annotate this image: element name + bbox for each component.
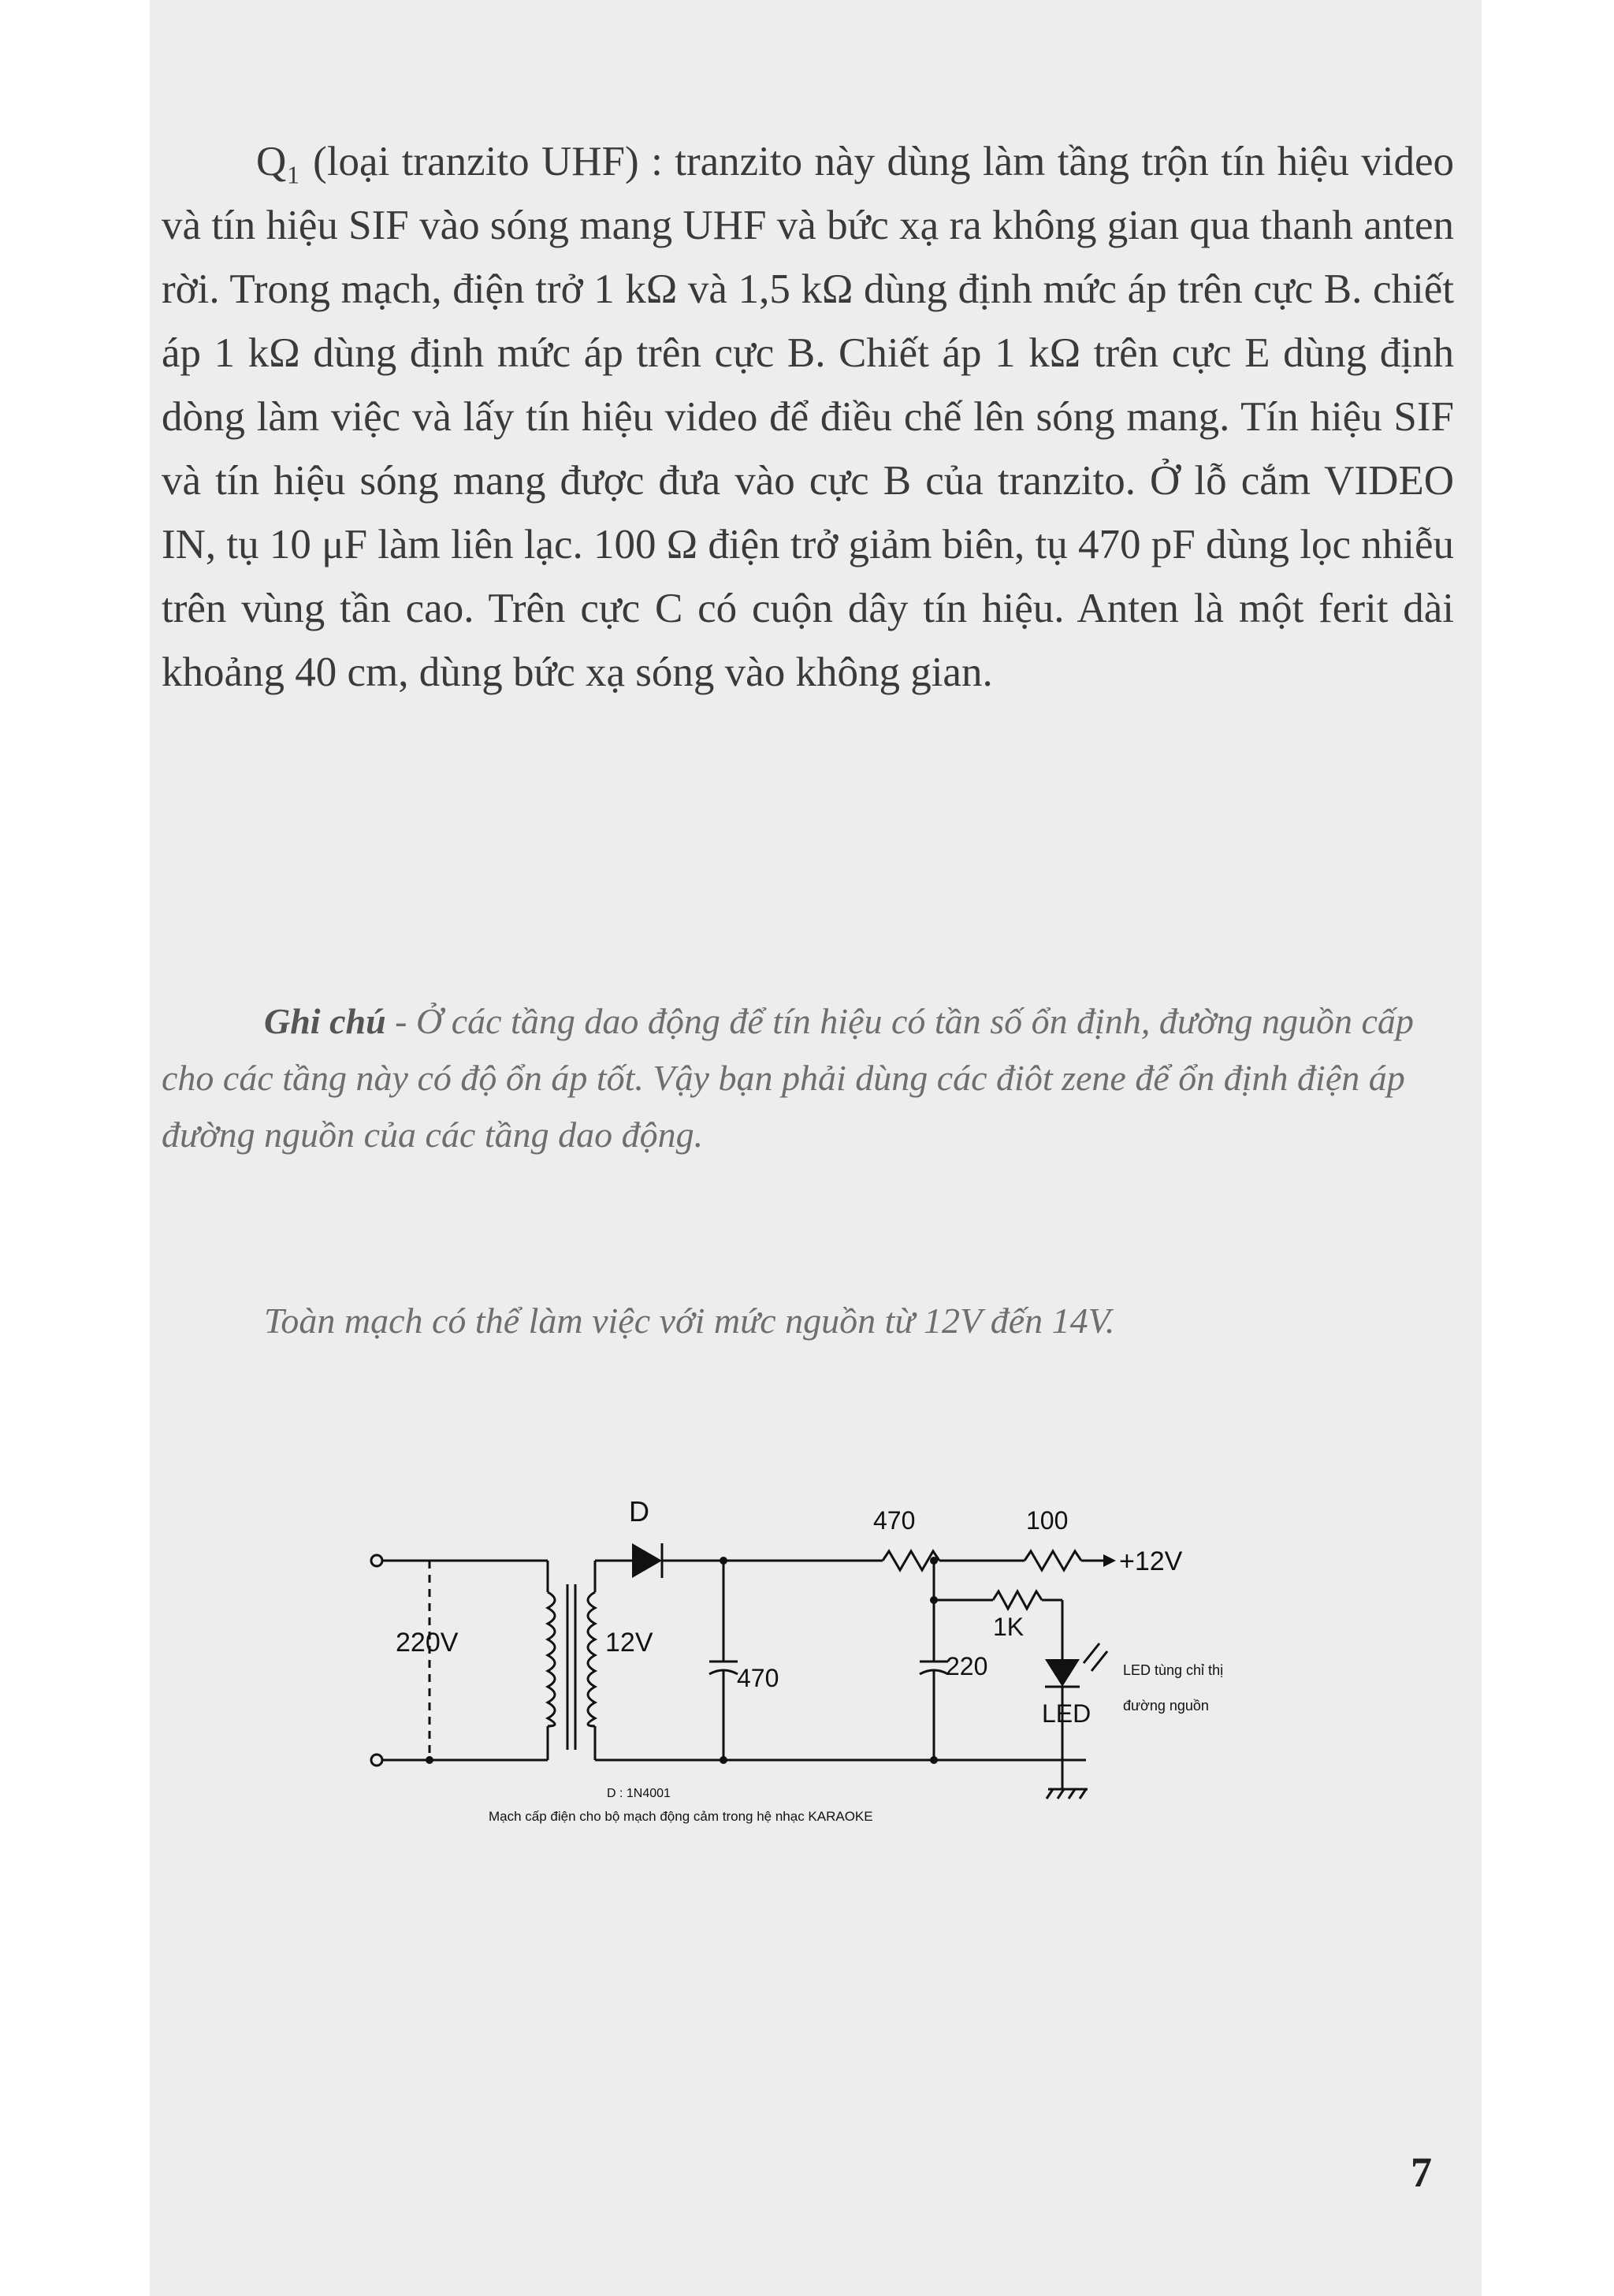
caption-diode: D : 1N4001: [607, 1787, 671, 1800]
label-diode: D: [629, 1495, 649, 1528]
resistor-1k: [993, 1591, 1042, 1609]
led-note-line1: LED tùng chỉ thị: [1123, 1662, 1224, 1678]
diode-symbol: [632, 1543, 662, 1578]
label-cap-470: 470: [737, 1664, 779, 1692]
supply-note: Toàn mạch có thể làm việc với mức nguồn từ 12V đến 14V.: [264, 1301, 1115, 1341]
input-terminal-bottom: [371, 1755, 382, 1766]
label-input-voltage: 220V: [396, 1628, 459, 1658]
output-arrow: [1103, 1554, 1116, 1567]
note-label: Ghi chú: [264, 1001, 386, 1041]
label-res-100: 100: [1026, 1506, 1069, 1535]
caption-title: Mạch cấp điện cho bộ mạch động cảm trong hệ nhạc KARAOKE: [489, 1809, 873, 1824]
label-secondary-voltage: 12V: [605, 1628, 653, 1658]
label-res-470: 470: [873, 1506, 916, 1535]
label-res-1k: 1K: [993, 1613, 1025, 1641]
input-terminal-top: [371, 1555, 382, 1566]
note-text: - Ở các tầng dao động để tín hiệu có tần số ổn định, đường nguồn cấp cho các tầng này có độ ổn áp tốt. Vậy bạn phải dùng các điôt zene để ổn định điện áp đường nguồn của các tầng dao động.: [162, 1001, 1414, 1155]
label-led: LED: [1042, 1699, 1091, 1728]
transformer-secondary: [588, 1592, 595, 1726]
resistor-100: [1025, 1551, 1081, 1570]
led-symbol: [1045, 1659, 1080, 1687]
power-supply-schematic: [347, 1482, 1308, 1844]
label-output: +12V: [1119, 1546, 1183, 1576]
transformer-primary: [548, 1592, 555, 1726]
page-number: 7: [1411, 2149, 1432, 2196]
label-cap-220: 220: [946, 1652, 988, 1680]
note-paragraph: [162, 993, 1454, 1163]
led-note-line2: đường nguồn: [1123, 1698, 1209, 1714]
schematic-svg: [347, 1482, 1308, 1844]
body-paragraph: Q₁ (loại tranzito UHF) : tranzito này dùng làm tầng trộn tín hiệu video và tín hiệu SIF vào sóng mang UHF và bức xạ ra không gian qua thanh anten rời. Trong mạch, điện trở 1 kΩ và 1,5 kΩ dùng định mức áp trên cực B. chiết áp 1 kΩ dùng định mức áp trên cực B. Chiết áp 1 kΩ trên cực E dùng định dòng làm việc và lấy tín hiệu video để điều chế lên sóng mang. Tín hiệu SIF và tín hiệu sóng mang được đưa vào cực B của tranzito. Ở lỗ cắm VIDEO IN, tụ 10 μF làm liên lạc. 100 Ω điện trở giảm biên, tụ 470 pF dùng lọc nhiễu trên vùng tần cao. Trên cực C có cuộn dây tín hiệu. Anten là một ferit dài khoảng 40 cm, dùng bức xạ sóng vào không gian.: [162, 139, 1454, 695]
